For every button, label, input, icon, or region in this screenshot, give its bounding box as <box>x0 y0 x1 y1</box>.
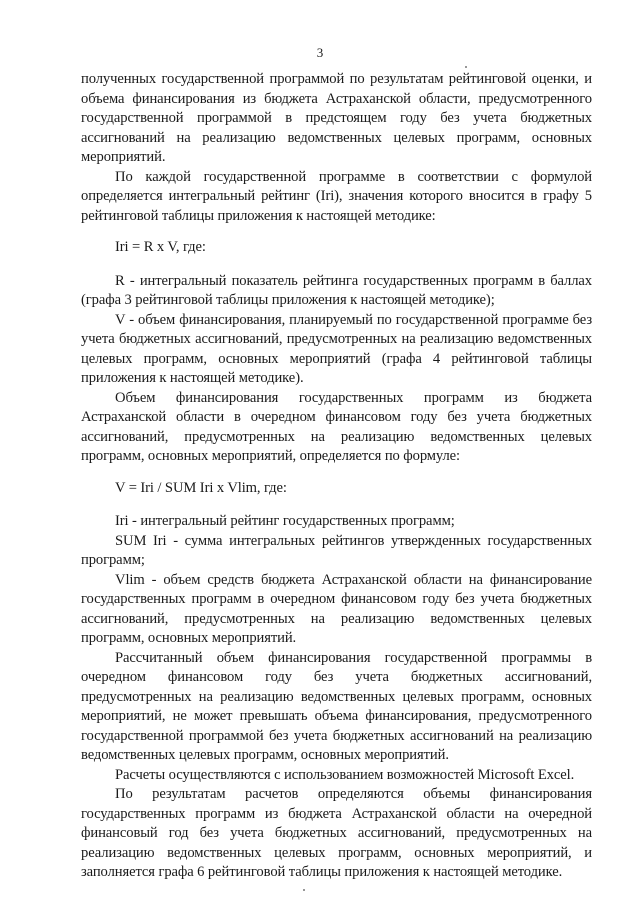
paragraph-calculations-excel: Расчеты осуществляются с использованием возможностей Microsoft Excel. <box>115 766 575 783</box>
paragraph-definition-v: V - объем финансирования, планируемый по государственной программе без учета бюджетных ассигнований, предусмотренных на реализацию ведомственных целевых программ, основных мероприятий (графа 4 рейтинговой таблицы приложения к настоящей методике). <box>81 311 592 386</box>
formula-v: V = Iri / SUM Iri x Vlim, где: <box>115 479 287 496</box>
paragraph-continuation: полученных государственной программой по результатам рейтинговой оценки, и объема финансирования из бюджета Астраханской области, предусмотренного государственной программой в предстоящем году без учета бюджетных ассигнований на реализацию ведомственных целевых программ, основных мероприятий. <box>81 71 592 165</box>
paragraph-calculated-volume: Рассчитанный объем финансирования государственной программы в очередном финансовом году без учета бюджетных ассигнований, предусмотренных на реализацию ведомственных целевых программ, основных мероприятий, не может превышать объема финансирования, предусмотренного государственной программой без учета бюджетных ассигнований на реализацию ведомственных целевых программ, основных мероприятий. <box>81 649 592 763</box>
paragraph-financing-volume: Объем финансирования государственных программ из бюджета Астраханской области в очередном финансовом году без учета бюджетных ассигнований, предусмотренных на реализацию ведомственных целевых программ, основных мероприятий, определяется по формуле: <box>81 389 592 464</box>
scan-speck <box>303 889 305 891</box>
paragraph-results: По результатам расчетов определяются объемы финансирования государственных программ из бюджета Астраханской области на очередной финансовый год без учета бюджетных ассигнований, предусмотренных на реализацию ведомственных целевых программ, основных мероприятий, и заполняется графа 6 рейтинговой таблицы приложения к настоящей методике. <box>81 786 592 880</box>
paragraph-integral-rating: По каждой государственной программе в соответствии с формулой определяется интегральный рейтинг (Iri), значения которого вносится в графу 5 рейтинговой таблицы приложения к настоящей методике: <box>81 168 592 224</box>
formula-iri: Iri = R x V, где: <box>115 239 206 255</box>
paragraph-definition-r: R - интегральный показатель рейтинга государственных программ в баллах (графа 3 рейтинговой таблицы приложения к настоящей методике); <box>81 272 592 308</box>
scan-speck <box>465 66 467 68</box>
paragraph-definition-iri: Iri - интегральный рейтинг государственных программ; <box>115 513 455 529</box>
paragraph-definition-sum-iri: SUM Iri - сумма интегральных рейтингов утвержденных государственных программ; <box>81 532 592 568</box>
document-body <box>81 70 592 883</box>
page-number: 3 <box>316 45 324 60</box>
paragraph-definition-vlim: Vlim - объем средств бюджета Астраханской области на финансирование государственных программ в очередном финансовом году без учета бюджетных ассигнований, предусмотренных на реализацию ведомственных целевых программ, основных мероприятий. <box>81 571 592 646</box>
